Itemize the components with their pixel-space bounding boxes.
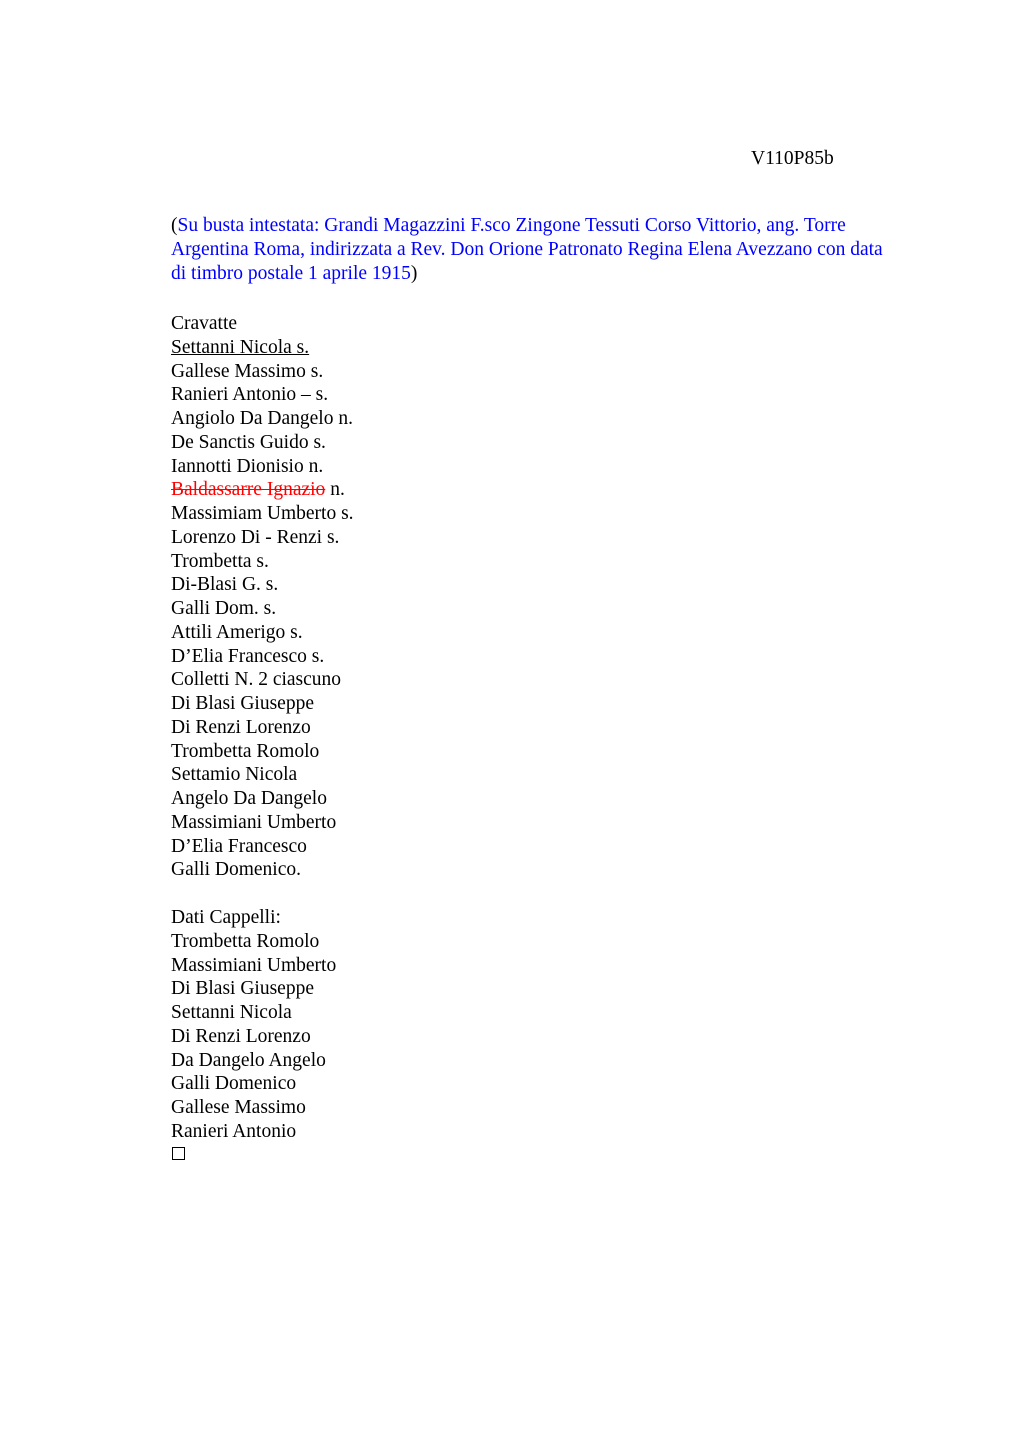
list-item: Settamio Nicola (171, 764, 298, 786)
list-heading-dati-cappelli: Dati Cappelli: (171, 907, 281, 928)
list-item: Ranieri Antonio – s. (171, 384, 329, 406)
list-item: Attili Amerigo s. (171, 621, 303, 643)
empty-box-icon (172, 1147, 185, 1160)
list-item: Da Dangelo Angelo (171, 1049, 326, 1071)
list-item: Gallese Massimo (171, 1097, 306, 1118)
list-item: De Sanctis Guido s. (171, 431, 326, 453)
list-item (171, 478, 354, 502)
list-item: Lorenzo Di - Renzi s. (171, 526, 340, 548)
list-item: Di Blasi Giuseppe (171, 978, 314, 1000)
envelope-note (171, 214, 901, 286)
list-item: Iannotti Dionisio n. (171, 455, 324, 477)
hats-list (171, 906, 336, 1144)
list-item: Galli Dom. s. (171, 598, 277, 619)
list-item: Angiolo Da Dangelo n. (171, 408, 353, 429)
note-open-paren: ( (171, 214, 178, 236)
list-item: Di Renzi Lorenzo (171, 716, 311, 738)
list-item: Galli Domenico. (171, 859, 301, 881)
list-item-underlined: Settanni Nicola s. (171, 336, 310, 358)
list-item: Trombetta Romolo (171, 930, 320, 952)
note-text: Su busta intestata: Grandi Magazzini F.sco Zingone Tessuti Corso Vittorio, ang. Torre Argentina Roma, indirizzata a Rev. Don Orione Patronato Regina Elena Avezzano con data di timbro postale 1 aprile 1915 (171, 214, 883, 284)
list-item: Di Blasi Giuseppe (171, 693, 314, 714)
list-item: Angelo Da Dangelo (171, 788, 327, 809)
list-item: Trombetta Romolo (171, 740, 320, 762)
list-item: Massimiam Umberto s. (171, 503, 354, 524)
list-item: D’Elia Francesco (171, 835, 307, 857)
list-item: Galli Domenico (171, 1073, 297, 1095)
list-item: Massimiani Umberto (171, 811, 337, 833)
struck-name: Baldassarre Ignazio (171, 479, 326, 501)
ties-list (171, 312, 354, 882)
list-item: Gallese Massimo s. (171, 360, 324, 382)
list-item: Trombetta s. (171, 550, 269, 572)
list-item (171, 336, 354, 360)
list-heading-cravatte: Cravatte (171, 313, 238, 334)
list-item: Ranieri Antonio (171, 1120, 297, 1142)
note-close-paren: ) (410, 262, 418, 284)
list-item: Settanni Nicola (171, 1002, 292, 1023)
list-item: Di-Blasi G. s. (171, 574, 279, 596)
list-item: Massimiani Umberto (171, 954, 337, 976)
list-item: D’Elia Francesco s. (171, 645, 325, 667)
struck-suffix: n. (325, 479, 345, 501)
list-item: Di Renzi Lorenzo (171, 1025, 311, 1047)
document-reference: V110P85b (751, 148, 834, 169)
list-item: Colletti N. 2 ciascuno (171, 669, 342, 691)
